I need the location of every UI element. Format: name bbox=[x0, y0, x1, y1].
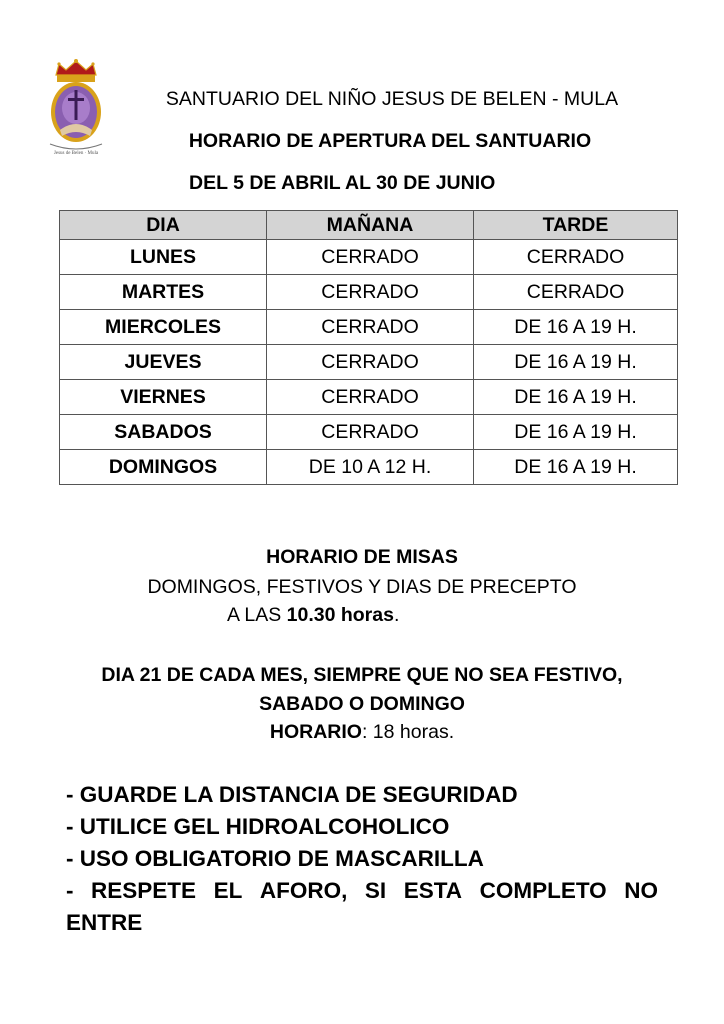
rule-word: RESPETE bbox=[91, 878, 197, 903]
rule-word: AFORO, bbox=[259, 878, 348, 903]
row-afternoon: DE 16 A 19 H. bbox=[474, 310, 678, 345]
rule-word: NO bbox=[624, 878, 658, 903]
rule-word: EL bbox=[213, 878, 243, 903]
mass-time-suffix: . bbox=[393, 604, 400, 626]
table-row bbox=[60, 450, 678, 485]
mass-time bbox=[227, 604, 399, 627]
rule-mask: - USO OBLIGATORIO DE MASCARILLA bbox=[66, 846, 484, 871]
row-day: DOMINGOS bbox=[60, 450, 267, 485]
day21-time-label: HORARIO bbox=[269, 721, 362, 743]
rule-word: COMPLETO bbox=[479, 878, 607, 903]
row-afternoon: CERRADO bbox=[474, 240, 678, 275]
row-afternoon: DE 16 A 19 H. bbox=[474, 380, 678, 415]
column-header-morning: MAÑANA bbox=[267, 211, 474, 240]
row-afternoon: DE 16 A 19 H. bbox=[474, 450, 678, 485]
row-day: SABADOS bbox=[60, 415, 267, 450]
logo-motto: Jesus de Belen · Mula bbox=[53, 151, 99, 156]
row-morning: CERRADO bbox=[267, 240, 474, 275]
crown-icon bbox=[56, 59, 96, 82]
row-morning: DE 10 A 12 H. bbox=[267, 450, 474, 485]
row-day: MARTES bbox=[60, 275, 267, 310]
rule-distance: - GUARDE LA DISTANCIA DE SEGURIDAD bbox=[66, 782, 518, 807]
row-afternoon: CERRADO bbox=[474, 275, 678, 310]
rule-word: ESTA bbox=[403, 878, 463, 903]
rule-gel: - UTILICE GEL HIDROALCOHOLICO bbox=[66, 814, 450, 839]
row-day: JUEVES bbox=[60, 345, 267, 380]
rule-word: SI bbox=[364, 878, 387, 903]
table-header-row bbox=[60, 211, 678, 240]
table-row bbox=[60, 275, 678, 310]
row-morning: CERRADO bbox=[267, 275, 474, 310]
opening-hours-table bbox=[59, 210, 678, 485]
mass-schedule-heading: HORARIO DE MISAS bbox=[266, 546, 458, 568]
column-header-afternoon: TARDE bbox=[474, 211, 678, 240]
table-row bbox=[60, 310, 678, 345]
rule-word: - bbox=[66, 878, 74, 903]
table-row bbox=[60, 240, 678, 275]
table-row bbox=[60, 380, 678, 415]
row-morning: CERRADO bbox=[267, 415, 474, 450]
row-morning: CERRADO bbox=[267, 380, 474, 415]
table-row bbox=[60, 345, 678, 380]
row-afternoon: DE 16 A 19 H. bbox=[474, 345, 678, 380]
row-afternoon: DE 16 A 19 H. bbox=[474, 415, 678, 450]
row-morning: CERRADO bbox=[267, 310, 474, 345]
period-heading: DEL 5 DE ABRIL AL 30 DE JUNIO bbox=[189, 172, 496, 194]
row-day: VIERNES bbox=[60, 380, 267, 415]
day21-time bbox=[0, 721, 724, 744]
row-morning: CERRADO bbox=[267, 345, 474, 380]
row-day: LUNES bbox=[60, 240, 267, 275]
table-row bbox=[60, 415, 678, 450]
rule-capacity-line1 bbox=[66, 878, 658, 904]
mass-days: DOMINGOS, FESTIVOS Y DIAS DE PRECEPTO bbox=[147, 576, 577, 598]
rule-capacity-line2: ENTRE bbox=[66, 910, 143, 935]
day21-notice-line2: SABADO O DOMINGO bbox=[259, 693, 465, 715]
column-header-day: DIA bbox=[60, 211, 267, 240]
mass-time-value: 10.30 horas bbox=[286, 604, 394, 626]
opening-hours-heading: HORARIO DE APERTURA DEL SANTUARIO bbox=[188, 130, 592, 152]
row-day: MIERCOLES bbox=[60, 310, 267, 345]
sanctuary-title: SANTUARIO DEL NIÑO JESUS DE BELEN - MULA bbox=[165, 88, 619, 110]
day21-notice-line1: DIA 21 DE CADA MES, SIEMPRE QUE NO SEA FESTIVO, bbox=[101, 664, 623, 686]
day21-time-value: : 18 horas. bbox=[361, 721, 455, 743]
mass-time-prefix: A LAS bbox=[227, 604, 287, 626]
